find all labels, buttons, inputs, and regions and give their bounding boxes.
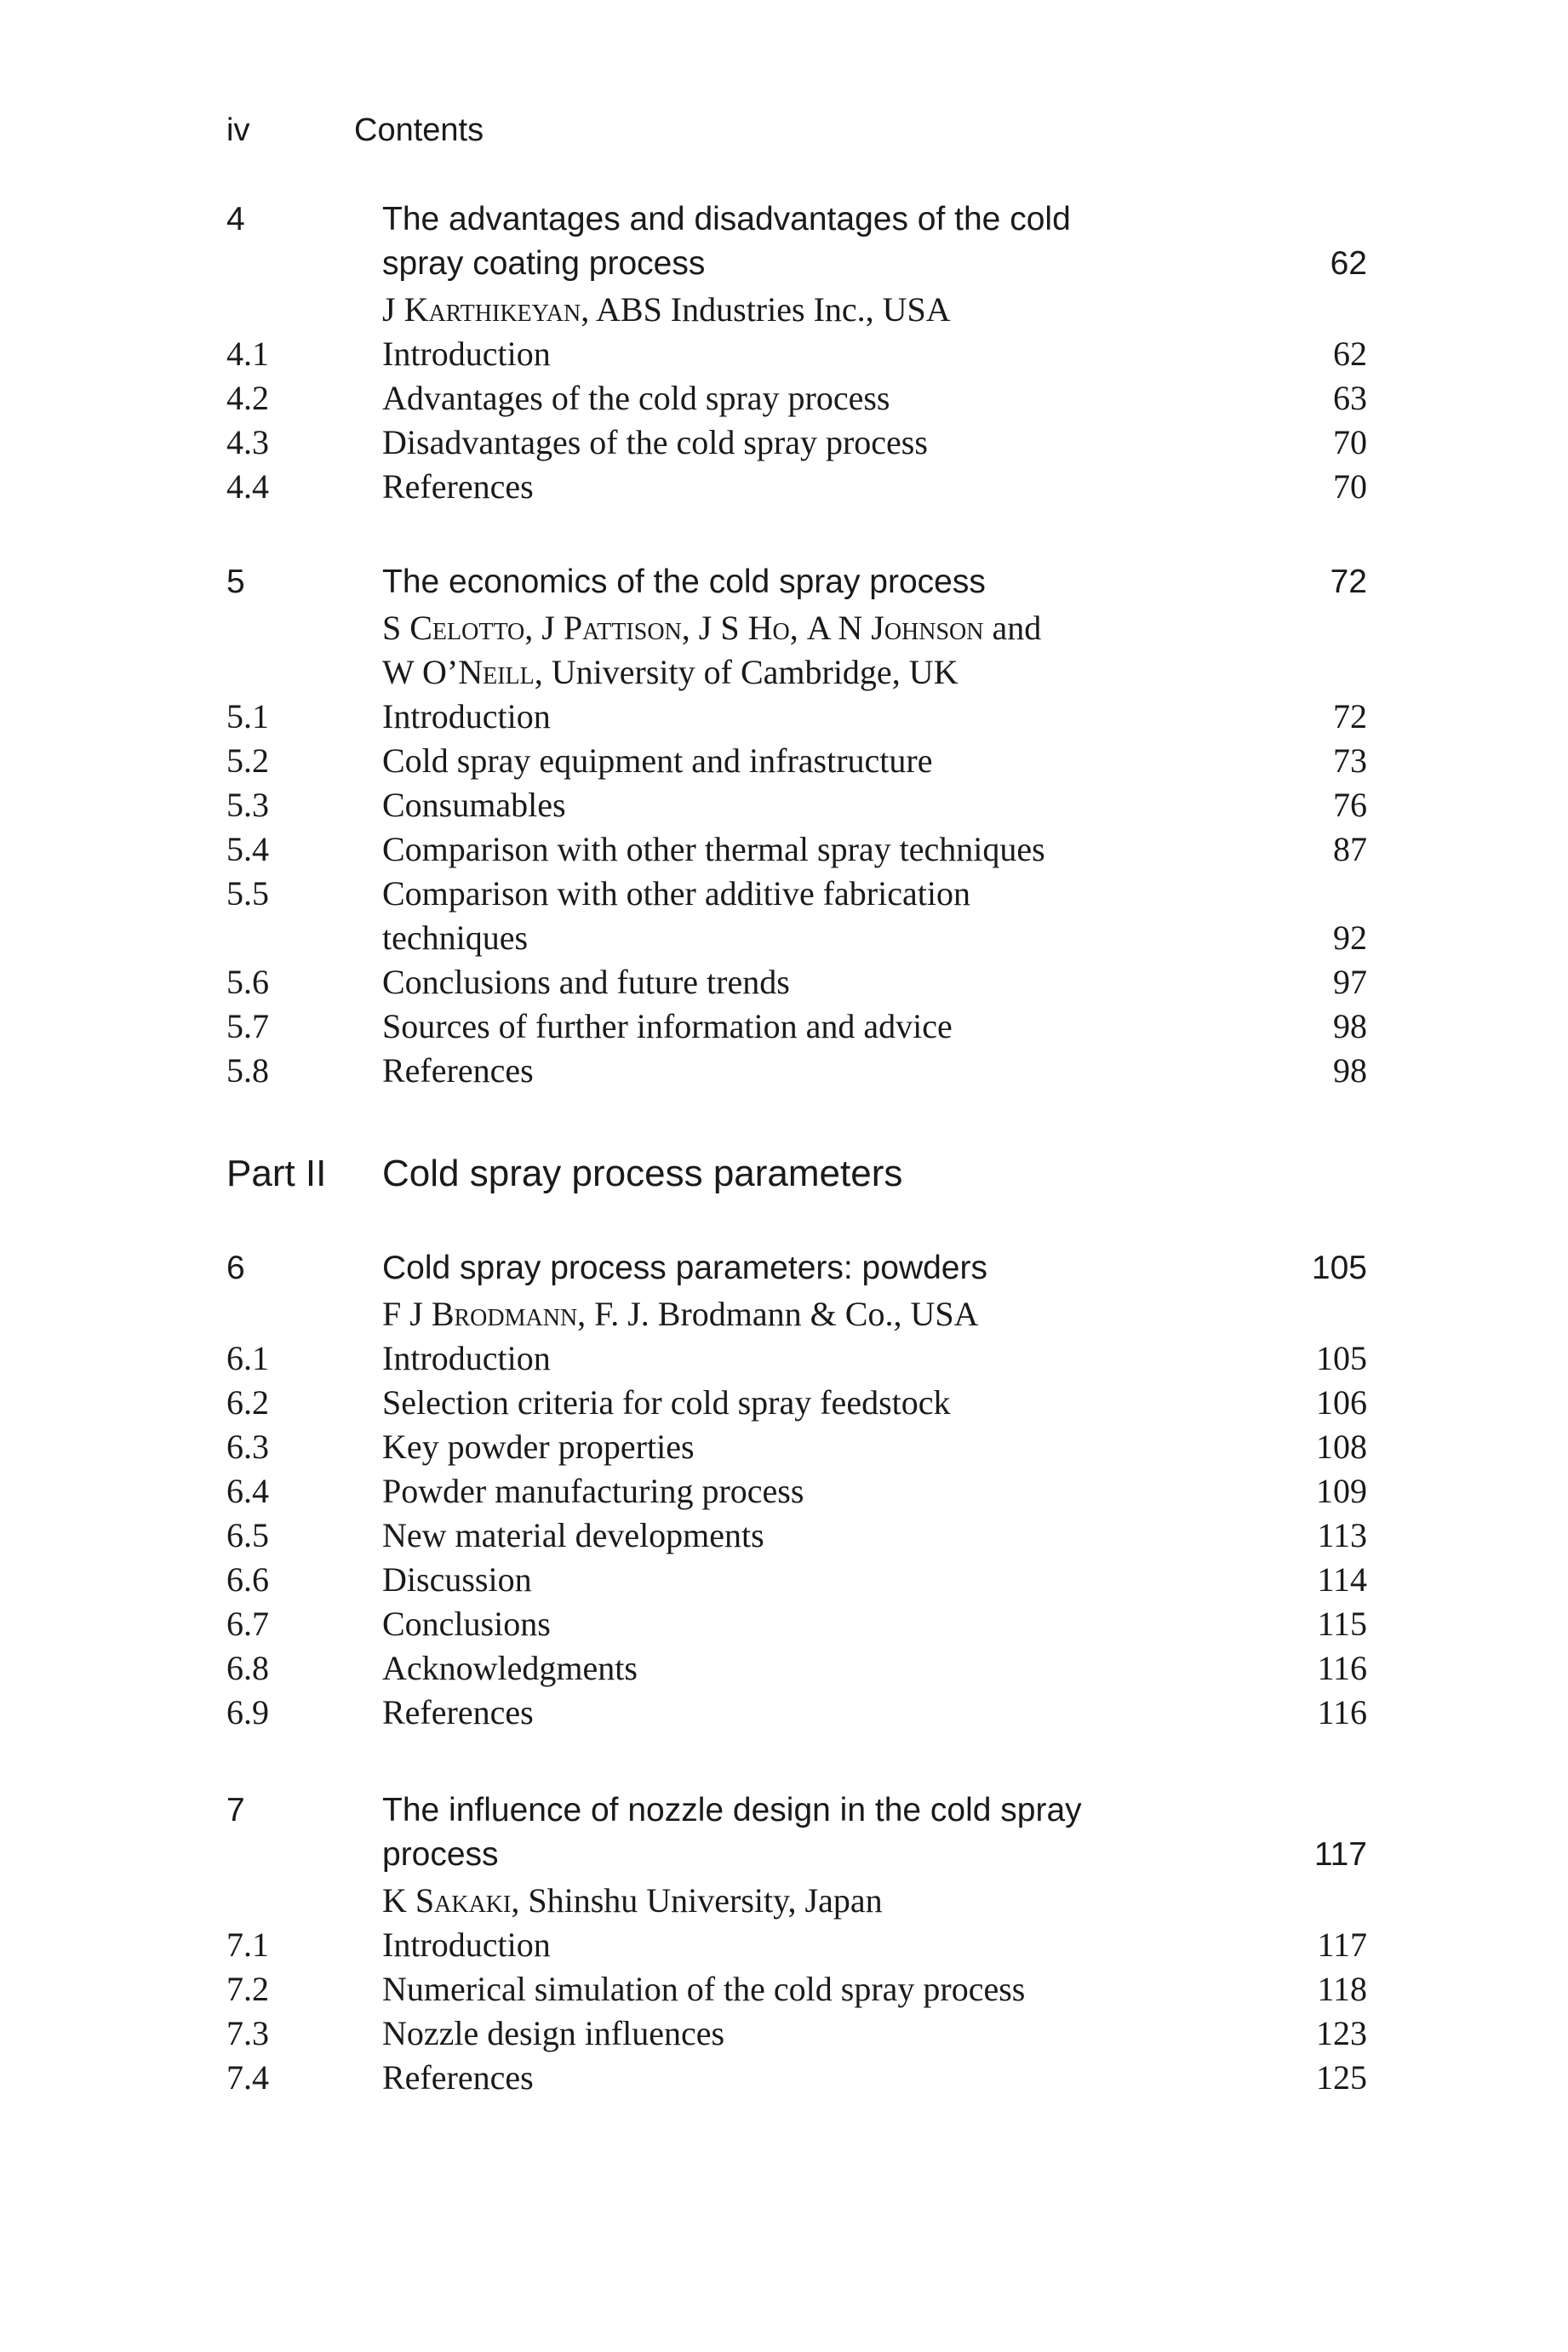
section-page: 115 xyxy=(1317,1605,1367,1643)
chapter-number: 5 xyxy=(226,564,245,600)
section-title: Disadvantages of the cold spray process xyxy=(382,423,928,461)
section-number: 7.1 xyxy=(226,1926,269,1964)
section-title: Numerical simulation of the cold spray process xyxy=(382,1970,1026,2008)
section-page: 63 xyxy=(1333,379,1367,417)
chapter-4-author xyxy=(226,289,1367,334)
section-title: New material developments xyxy=(382,1516,764,1554)
section-title: Advantages of the cold spray process xyxy=(382,379,890,417)
section-page: 97 xyxy=(1333,963,1367,1001)
section-page: 76 xyxy=(1333,786,1367,824)
section-title: References xyxy=(382,1693,534,1731)
chapter-6-author xyxy=(226,1294,1367,1338)
author-separator: , xyxy=(524,609,542,647)
author-name: K Sakaki xyxy=(382,1881,512,1920)
chapter-title: The influence of nozzle design in the cold spray xyxy=(382,1792,1082,1828)
section-number: 6.8 xyxy=(226,1649,269,1687)
chapter-6-entry[interactable] xyxy=(226,1250,1367,1294)
section-title: Conclusions xyxy=(382,1605,551,1643)
author-separator: , xyxy=(681,609,699,647)
section-number: 6.9 xyxy=(226,1693,269,1731)
section-number: 4.2 xyxy=(226,379,269,417)
chapter-title: Cold spray process parameters: powders xyxy=(382,1250,987,1286)
section-number: 7.4 xyxy=(226,2058,269,2097)
section-title: Powder manufacturing process xyxy=(382,1472,804,1510)
section-title: Conclusions and future trends xyxy=(382,963,790,1001)
section-title: Key powder properties xyxy=(382,1428,695,1466)
section-number: 5.2 xyxy=(226,741,269,780)
section-page: 70 xyxy=(1333,467,1367,506)
toc-row[interactable] xyxy=(226,1559,1367,1604)
part-title: Cold spray process parameters xyxy=(382,1153,903,1194)
section-number: 5.4 xyxy=(226,830,269,868)
chapter-5-authors-line2 xyxy=(226,652,1367,696)
toc-row[interactable] xyxy=(226,962,1367,1006)
chapter-title: process xyxy=(382,1836,499,1873)
section-number: 5.5 xyxy=(226,874,269,913)
toc-row[interactable] xyxy=(226,1648,1367,1692)
chapter-title: spray coating process xyxy=(382,245,706,282)
toc-row[interactable] xyxy=(226,1515,1367,1559)
page-number: iv xyxy=(226,112,250,148)
section-number: 5.8 xyxy=(226,1051,269,1090)
section-page: 105 xyxy=(1316,1339,1367,1377)
toc-row[interactable] xyxy=(226,1969,1367,2013)
toc-row-continuation[interactable] xyxy=(226,918,1367,962)
chapter-5-authors xyxy=(226,608,1367,652)
chapter-number: 7 xyxy=(226,1792,245,1828)
section-number: 7.3 xyxy=(226,2014,269,2052)
section-title: Introduction xyxy=(382,1339,551,1377)
section-page: 116 xyxy=(1317,1649,1367,1687)
chapter-page: 105 xyxy=(1311,1250,1367,1286)
section-title: Selection criteria for cold spray feedstock xyxy=(382,1383,951,1422)
section-page: 73 xyxy=(1333,741,1367,780)
author-affiliation: , F. J. Brodmann & Co., USA xyxy=(577,1295,979,1333)
section-number: 6.5 xyxy=(226,1516,269,1554)
chapter-7-author xyxy=(226,1880,1367,1925)
section-title: Consumables xyxy=(382,786,566,824)
section-number: 4.1 xyxy=(226,335,269,373)
toc-row[interactable] xyxy=(226,422,1367,466)
toc-row[interactable] xyxy=(226,1050,1367,1095)
chapter-5-entry[interactable] xyxy=(226,564,1367,608)
toc-row[interactable] xyxy=(226,2013,1367,2057)
toc-row[interactable] xyxy=(226,1338,1367,1382)
toc-row[interactable] xyxy=(226,829,1367,873)
section-number: 4.3 xyxy=(226,423,269,461)
section-title: References xyxy=(382,2058,534,2097)
section-page: 98 xyxy=(1333,1051,1367,1090)
section-page: 125 xyxy=(1316,2058,1367,2097)
chapter-number: 4 xyxy=(226,201,245,237)
section-number: 6.7 xyxy=(226,1605,269,1643)
section-number: 6.6 xyxy=(226,1560,269,1599)
running-header xyxy=(226,112,1418,163)
toc-row[interactable] xyxy=(226,466,1367,511)
toc-row[interactable] xyxy=(226,1382,1367,1427)
section-page: 123 xyxy=(1316,2014,1367,2052)
author-separator: , xyxy=(789,609,807,647)
toc-row[interactable] xyxy=(226,1427,1367,1471)
section-number: 6.3 xyxy=(226,1428,269,1466)
author-name: F J Brodmann xyxy=(382,1295,578,1333)
author-separator: and xyxy=(983,609,1042,647)
section-page: 108 xyxy=(1316,1428,1367,1466)
chapter-title: The advantages and disadvantages of the cold xyxy=(382,201,1071,237)
section-title: Comparison with other thermal spray techniques xyxy=(382,830,1045,868)
toc-row[interactable] xyxy=(226,741,1367,785)
toc-row[interactable] xyxy=(226,873,1367,918)
chapter-page: 72 xyxy=(1330,564,1367,600)
toc-row[interactable] xyxy=(226,2057,1367,2102)
author-name: J S Ho xyxy=(698,609,790,647)
toc-row[interactable] xyxy=(226,334,1367,378)
toc-row[interactable] xyxy=(226,1692,1367,1737)
chapter-page: 117 xyxy=(1313,1836,1367,1873)
section-page: 114 xyxy=(1317,1560,1367,1599)
section-title: Introduction xyxy=(382,1926,551,1964)
section-title: Comparison with other additive fabrication xyxy=(382,874,970,913)
toc-row[interactable] xyxy=(226,1471,1367,1515)
chapter-7-entry-line2[interactable] xyxy=(226,1836,1367,1880)
section-title: References xyxy=(382,1051,534,1090)
section-page: 92 xyxy=(1333,918,1367,957)
chapter-4-entry-line2[interactable] xyxy=(226,245,1367,289)
section-title: Introduction xyxy=(382,335,551,373)
author-affiliation: , ABS Industries Inc., USA xyxy=(581,290,951,329)
toc-row[interactable] xyxy=(226,696,1367,741)
section-page: 113 xyxy=(1317,1516,1367,1554)
section-number: 6.4 xyxy=(226,1472,269,1510)
author-name: A N Johnson xyxy=(806,609,984,647)
section-number: 6.1 xyxy=(226,1339,269,1377)
toc-row[interactable] xyxy=(226,785,1367,829)
toc-row[interactable] xyxy=(226,1925,1367,1969)
section-number: 5.6 xyxy=(226,963,269,1001)
section-page: 117 xyxy=(1317,1926,1367,1964)
section-page: 109 xyxy=(1316,1472,1367,1510)
section-page: 98 xyxy=(1333,1007,1367,1045)
toc-row[interactable] xyxy=(226,1006,1367,1050)
section-number: 4.4 xyxy=(226,467,269,506)
section-page: 116 xyxy=(1317,1693,1367,1731)
section-title: Introduction xyxy=(382,697,551,735)
section-title: Acknowledgments xyxy=(382,1649,638,1687)
section-title: Nozzle design influences xyxy=(382,2014,725,2052)
section-page: 118 xyxy=(1317,1970,1367,2008)
author-name: W O’Neill xyxy=(382,653,535,691)
section-page: 70 xyxy=(1333,423,1367,461)
toc-row[interactable] xyxy=(226,1604,1367,1648)
header-title: Contents xyxy=(354,112,484,148)
section-number: 5.1 xyxy=(226,697,269,735)
section-title: Discussion xyxy=(382,1560,532,1599)
section-page: 106 xyxy=(1316,1383,1367,1422)
part-2-heading[interactable] xyxy=(226,1153,1367,1204)
chapter-page: 62 xyxy=(1330,245,1367,282)
chapter-4-entry[interactable] xyxy=(226,201,1367,245)
author-name: J Karthikeyan xyxy=(382,290,581,329)
section-page: 87 xyxy=(1333,830,1367,868)
section-title: Sources of further information and advice xyxy=(382,1007,953,1045)
section-title: References xyxy=(382,467,534,506)
section-number: 5.7 xyxy=(226,1007,269,1045)
section-number: 7.2 xyxy=(226,1970,269,2008)
author-name: S Celotto xyxy=(382,609,525,647)
section-title: Cold spray equipment and infrastructure xyxy=(382,741,933,780)
toc-row[interactable] xyxy=(226,378,1367,422)
author-affiliation: , University of Cambridge, UK xyxy=(534,653,959,691)
author-affiliation: , Shinshu University, Japan xyxy=(511,1881,883,1920)
author-name: J Pattison xyxy=(541,609,682,647)
chapter-7-entry[interactable] xyxy=(226,1792,1367,1836)
chapter-title: The economics of the cold spray process xyxy=(382,564,986,600)
section-page: 62 xyxy=(1333,335,1367,373)
section-page: 72 xyxy=(1333,697,1367,735)
part-label: Part II xyxy=(226,1153,327,1194)
section-title: techniques xyxy=(382,918,529,957)
chapter-number: 6 xyxy=(226,1250,245,1286)
section-number: 6.2 xyxy=(226,1383,269,1422)
section-number: 5.3 xyxy=(226,786,269,824)
